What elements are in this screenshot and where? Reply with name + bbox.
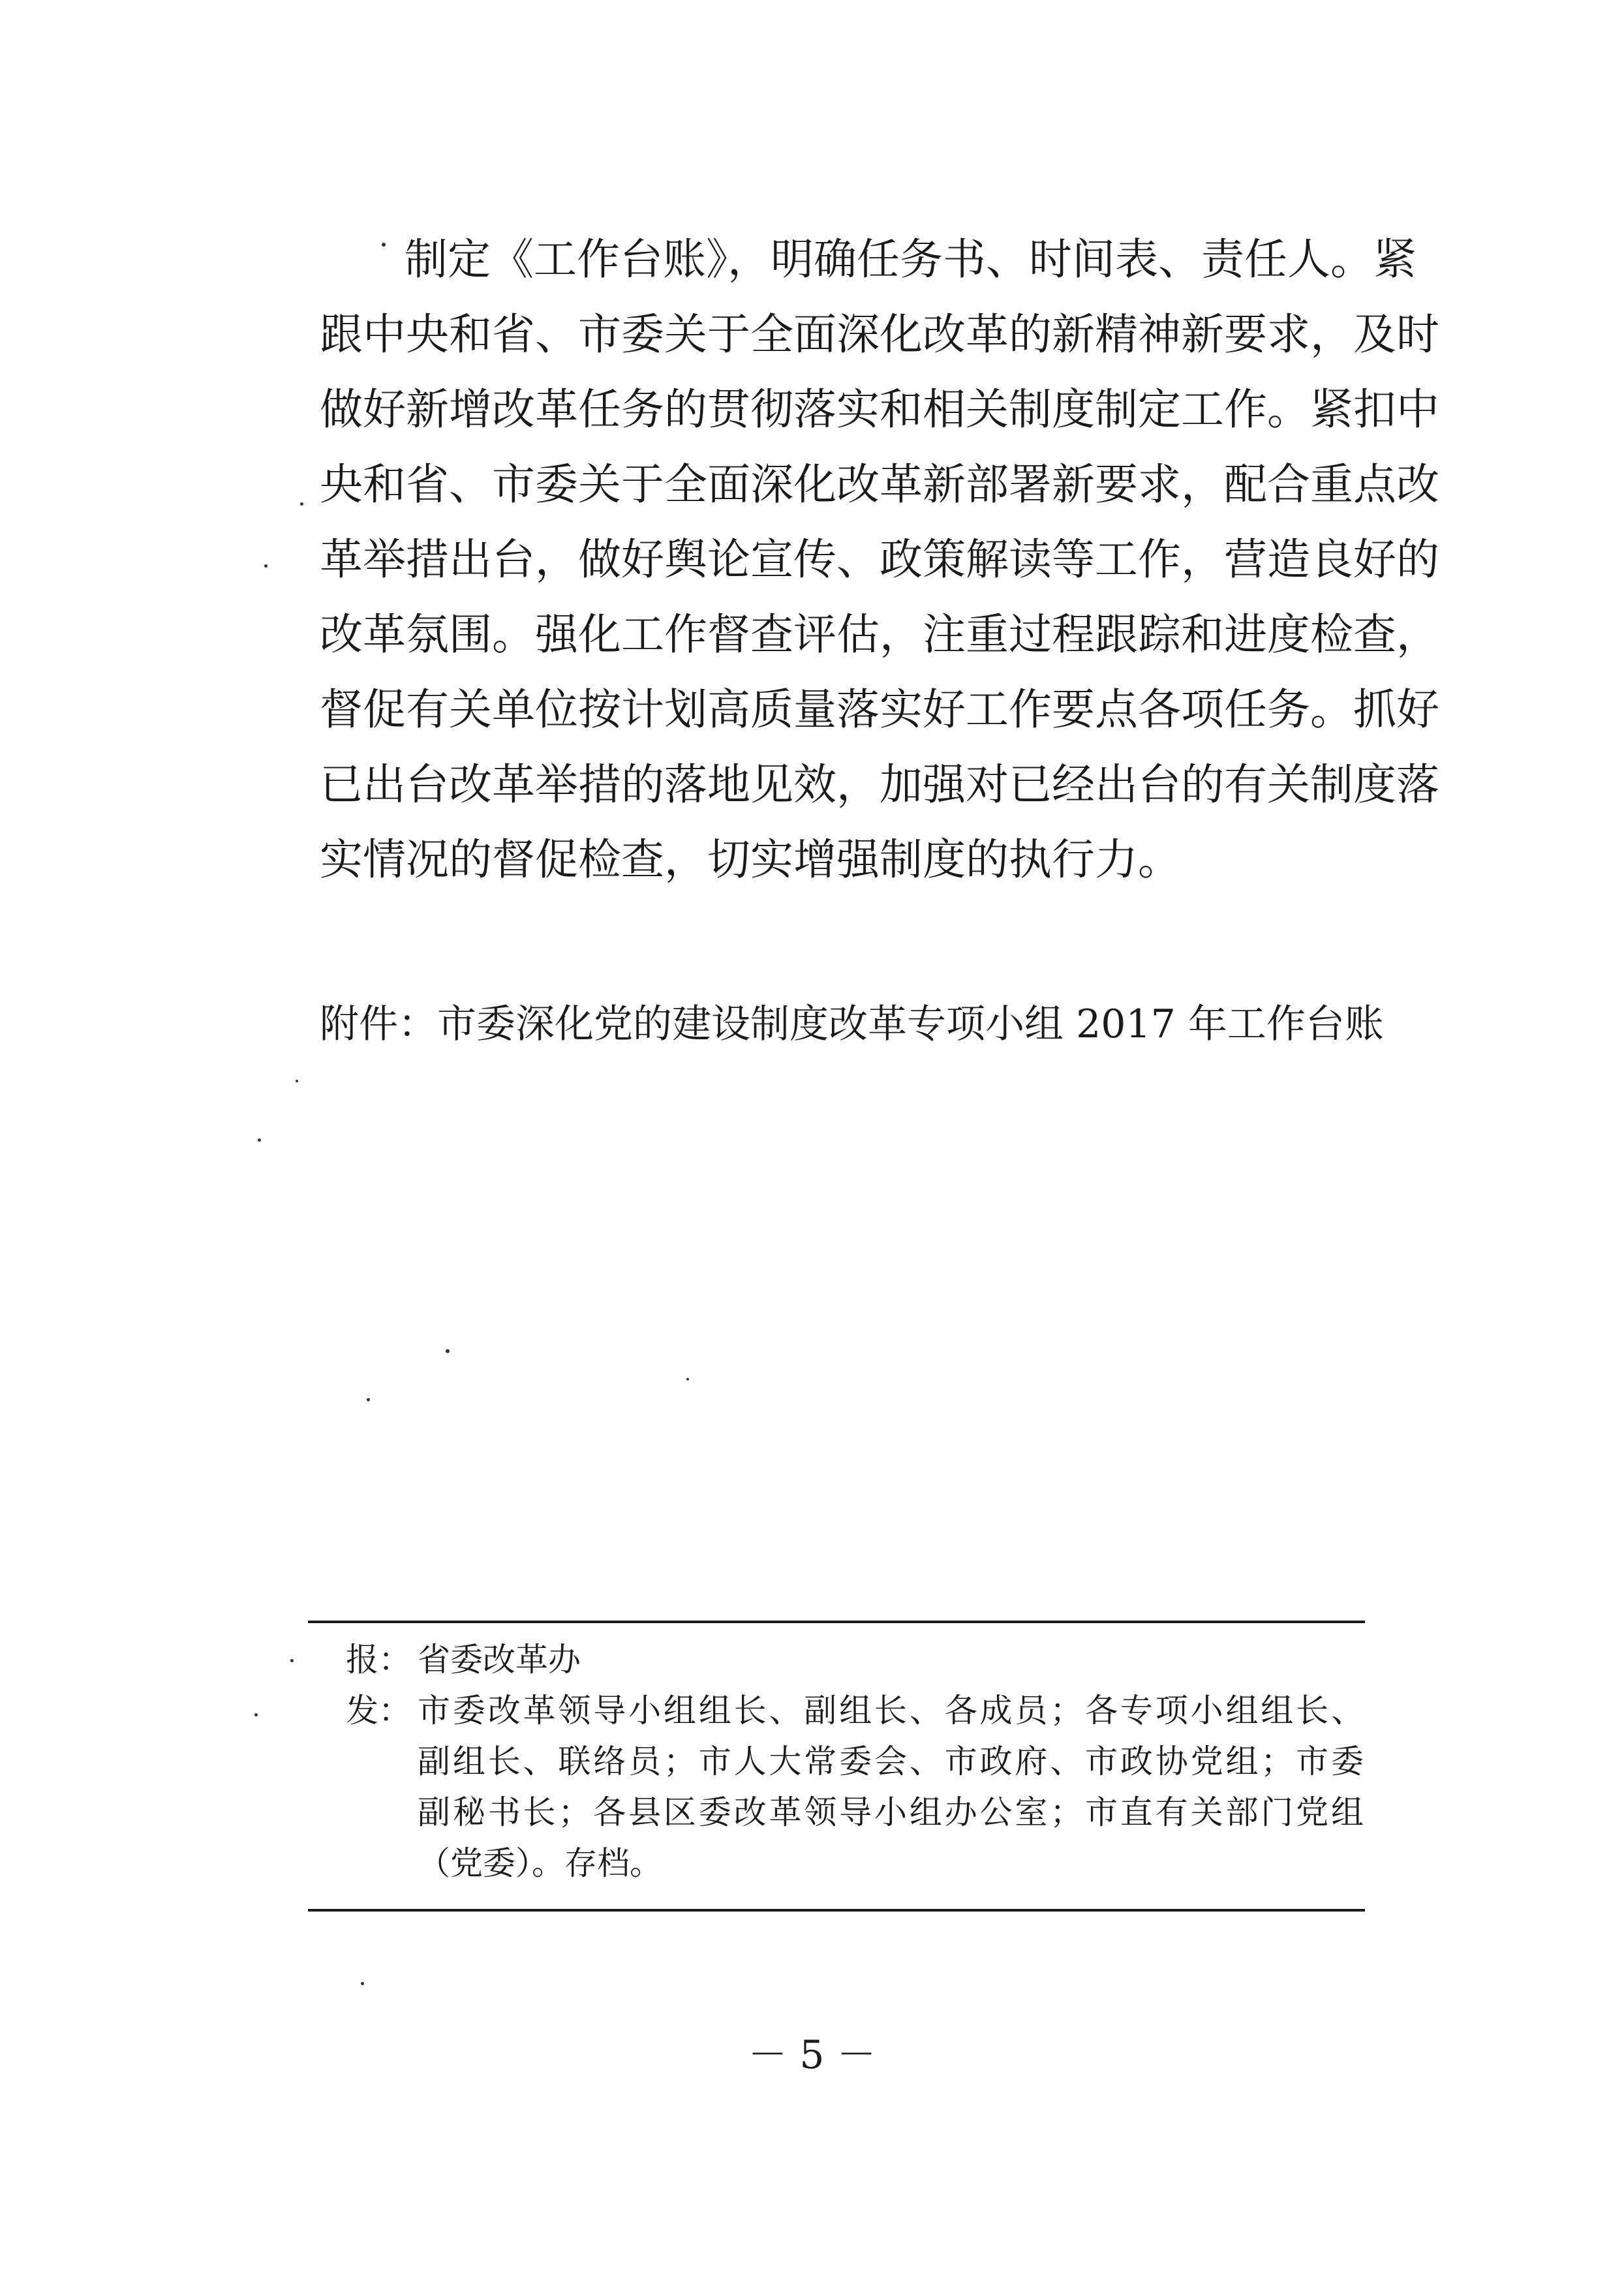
- distribution-top-rule: [308, 1621, 1365, 1623]
- send-line: 市委改革领导小组组长、副组长、各成员；各专项小组组长、: [418, 1692, 1364, 1730]
- body-line: 改革氛围。强化工作督查评估，注重过程跟踪和进度检查，: [320, 609, 1439, 660]
- scan-speck: [296, 1080, 298, 1082]
- distribution-bottom-rule: [308, 1909, 1365, 1912]
- body-line: 革举措出台，做好舆论宣传、政策解读等工作，营造良好的: [320, 534, 1439, 585]
- send-row: [346, 1685, 1364, 1889]
- scan-speck: [367, 1398, 370, 1401]
- scan-speck: [264, 564, 268, 568]
- report-label: 报：: [346, 1641, 411, 1679]
- send-label: 发：: [346, 1692, 411, 1730]
- scan-speck: [254, 1713, 258, 1716]
- report-row: [346, 1634, 1364, 1685]
- body-line: 央和省、市委关于全面深化改革新部署新要求，配合重点改: [320, 459, 1439, 510]
- scan-speck: [382, 243, 386, 247]
- scan-speck: [686, 1378, 689, 1380]
- distribution-block: [346, 1634, 1364, 1889]
- send-line: （党委）。存档。: [418, 1844, 662, 1882]
- body-line: 实情况的督促检查，切实增强制度的执行力。: [320, 834, 1181, 885]
- body-line: 督促有关单位按计划高质量落实好工作要点各项任务。抓好: [320, 684, 1439, 735]
- body-line: 制定《工作台账》，明确任务书、时间表、责任人。紧: [405, 234, 1417, 284]
- body-line: 已出台改革举措的落地见效，加强对已经出台的有关制度落: [320, 759, 1439, 810]
- body-line: 做好新增改革任务的贯彻落实和相关制度制定工作。紧扣中: [320, 384, 1439, 434]
- scan-speck: [300, 502, 303, 506]
- scan-speck: [361, 1982, 364, 1985]
- send-line: 副组长、联络员；市人大常委会、市政府、市政协党组；市委: [418, 1743, 1364, 1780]
- body-line: 跟中央和省、市委关于全面深化改革的新精神新要求，及时: [320, 309, 1439, 359]
- send-line: 副秘书长；各县区委改革领导小组办公室；市直有关部门党组: [418, 1793, 1364, 1831]
- scan-speck: [258, 1138, 261, 1142]
- scan-speck: [290, 1659, 294, 1662]
- report-recipient: 省委改革办: [418, 1641, 581, 1679]
- scan-speck: [446, 1349, 450, 1353]
- attachment-note: 附件：市委深化党的建设制度改革专项小组 2017 年工作台账: [320, 1001, 1384, 1047]
- page-number: － 5 －: [748, 2032, 876, 2078]
- send-recipients: [418, 1685, 1364, 1889]
- body-paragraph: [320, 222, 1439, 897]
